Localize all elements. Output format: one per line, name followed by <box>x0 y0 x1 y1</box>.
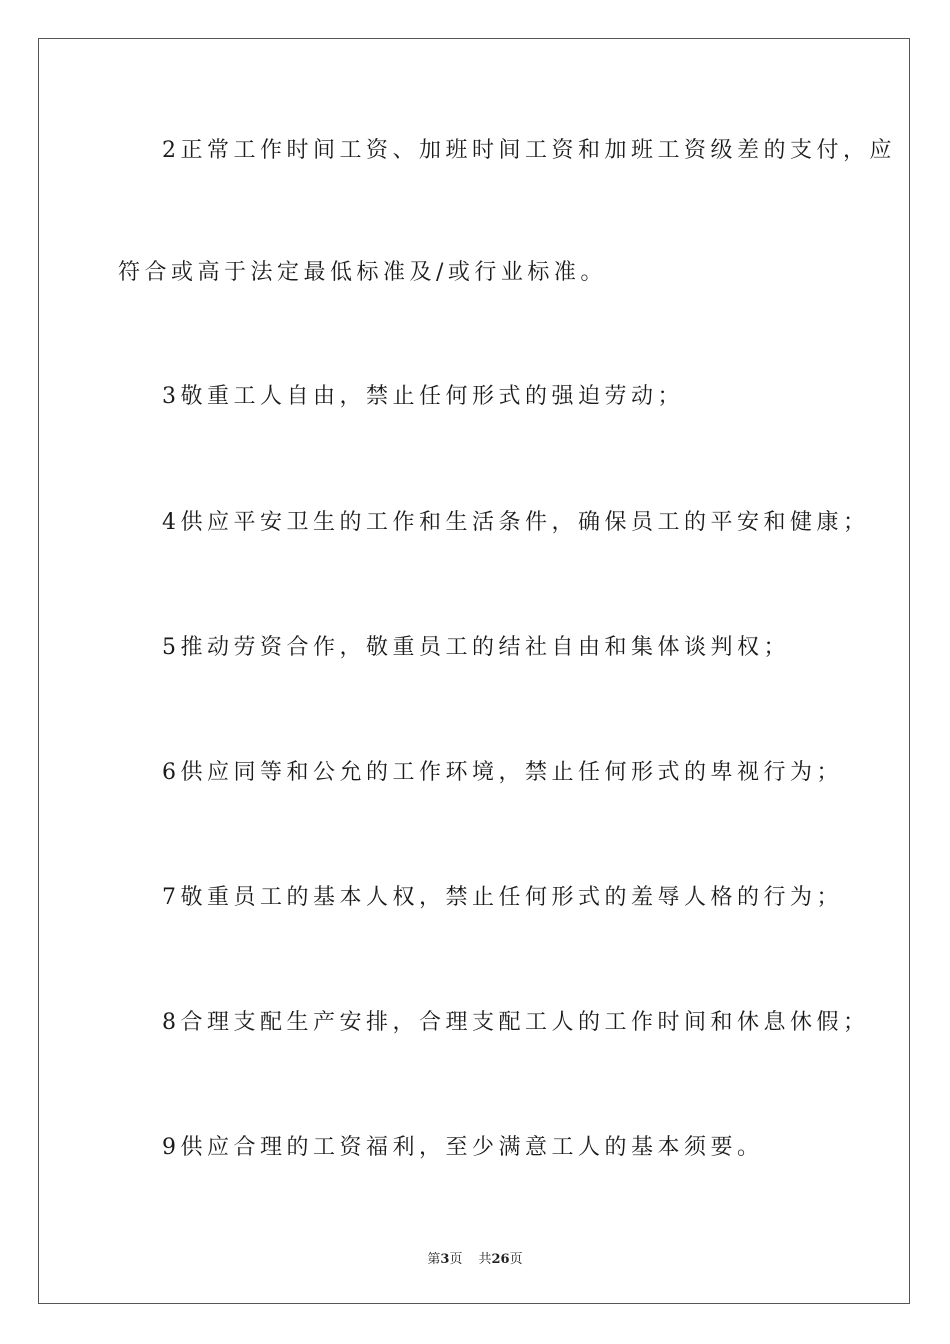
page-frame <box>38 38 910 1304</box>
footer-total-pages: 26 <box>491 1252 510 1267</box>
paragraph-5: 5推动劳资合作，敬重员工的结社自由和集体谈判权； <box>162 635 790 660</box>
paragraph-6: 6供应同等和公允的工作环境，禁止任何形式的卑视行为； <box>162 760 843 785</box>
footer-total-suffix: 页 <box>509 1252 523 1267</box>
paragraph-9: 9供应合理的工资福利，至少满意工人的基本须要。 <box>162 1135 764 1160</box>
paragraph-3: 3敬重工人自由，禁止任何形式的强迫劳动； <box>162 384 684 409</box>
paragraph-7: 7敬重员工的基本人权，禁止任何形式的羞辱人格的行为； <box>162 885 843 910</box>
paragraph-2-line-2: 符合或高于法定最低标准及/或行业标准。 <box>118 260 607 285</box>
paragraph-8: 8合理支配生产安排，合理支配工人的工作时间和休息休假； <box>162 1010 870 1035</box>
page-footer <box>0 1248 950 1267</box>
footer-page-suffix: 页 <box>449 1252 463 1267</box>
footer-total-prefix: 共 <box>478 1252 492 1267</box>
paragraph-2-line-1: 2正常工作时间工资、加班时间工资和加班工资级差的支付，应 <box>162 138 896 163</box>
footer-page-prefix: 第 <box>427 1252 441 1267</box>
paragraph-4: 4供应平安卫生的工作和生活条件，确保员工的平安和健康； <box>162 510 870 535</box>
footer-page-number: 3 <box>440 1252 450 1267</box>
